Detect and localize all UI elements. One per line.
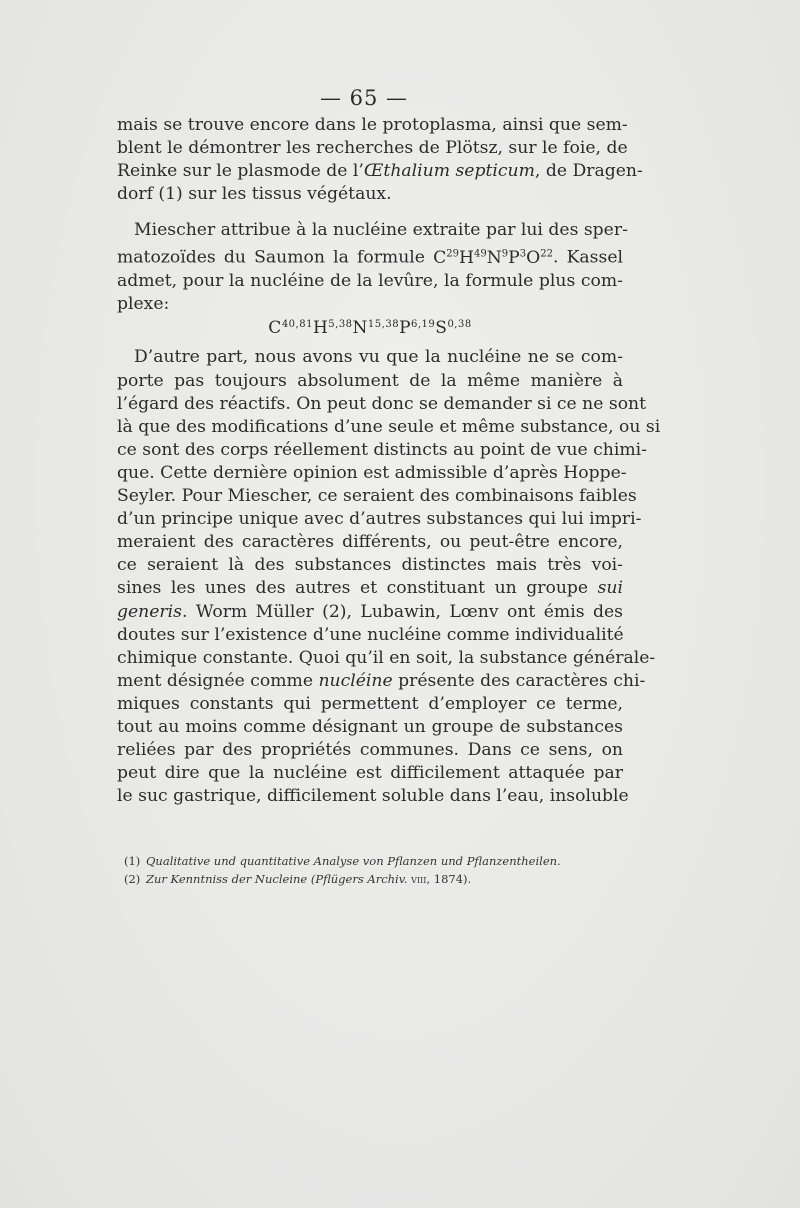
text-line: tout au moins comme désignant un groupe de substances (117, 716, 623, 737)
text-line (117, 670, 646, 693)
text-line: ce sont des corps réellement distincts au point de vue chimi- (117, 439, 647, 460)
text-line: blent le démontrer les recherches de Plötsz, sur le foie, de (117, 138, 628, 159)
text-span: sines les unes des autres et constituant un groupe (117, 578, 598, 599)
text-line (117, 160, 643, 183)
footnote-tail: , 1874). (426, 872, 472, 886)
formula-block: $C^{40,81}H^{5,38}N^{15,38}P^{6,19}S^{0,38}$ (268, 318, 472, 339)
species-name: Œthalium septicum (363, 161, 535, 182)
text-line: meraient des caractères différents, ou peut-être encore, (117, 532, 623, 553)
text-span: présente des caractères chi- (392, 670, 646, 691)
text-line: miques constants qui permettent d’employer ce terme, (117, 693, 623, 714)
footnote-text: Zur Kenntniss der Nucleine (Pflügers Archiv. (146, 872, 412, 886)
text-line: dorf (1) sur les tissus végétaux. (117, 184, 392, 205)
inline-formula: $C^{29}H^{49}N^9P^3O^{22}$ (433, 248, 553, 269)
text-line: d’un principe unique avec d’autres substances qui lui impri- (117, 509, 642, 530)
text-span: Reinke sur le plasmode de l’ (117, 161, 364, 182)
text-line: le suc gastrique, difficilement soluble dans l’eau, insoluble (117, 786, 629, 807)
text-span: matozoïdes du Saumon la formule (117, 248, 434, 269)
text-line: ce seraient là des substances distinctes mais très voi- (117, 555, 623, 576)
text-line: peut dire que la nucléine est difficilement attaquée par (117, 763, 623, 784)
text-line: là que des modifications d’une seule et même substance, ou si (117, 416, 661, 437)
text-line: mais se trouve encore dans le protoplasma, ainsi que sem- (117, 115, 628, 135)
text-span: . Kassel (552, 248, 623, 269)
text-line: reliées par des propriétés communes. Dans ce sens, on (117, 740, 623, 761)
footnote-number: (1) (124, 854, 141, 868)
text-line: que. Cette dernière opinion est admissible d’après Hoppe- (117, 462, 627, 483)
emphasis-term: nucléine (318, 670, 393, 691)
paragraph-1 (117, 114, 643, 206)
text-line: plexe: (117, 294, 170, 315)
text-line: Miescher attribue à la nucléine extraite par lui des sper- (134, 220, 628, 241)
paragraph-3 (117, 346, 661, 808)
text-span: ment désignée comme (117, 670, 319, 691)
text-line: Seyler. Pour Miescher, ce seraient des combinaisons faibles (117, 486, 637, 507)
text-span: . Worm Müller (2), Lubawin, Lœnv ont émis des (181, 601, 623, 622)
paragraph-2 (117, 219, 628, 316)
footnote-number: (2) (124, 872, 141, 886)
footnote-volume: viii (411, 872, 427, 886)
footnote-text: Qualitative und quantitative Analyse von Pflanzen und Pflanzentheilen. (146, 854, 561, 868)
text-line: l’égard des réactifs. On peut donc se demander si ce ne sont (117, 393, 647, 414)
text-line (117, 601, 623, 624)
text-line: D’autre part, nous avons vu que la nucléine ne se com- (134, 347, 623, 368)
page-number: — 65 — (319, 86, 409, 110)
body-text (117, 114, 661, 808)
text-line: admet, pour la nucléine de la levûre, la formule plus com- (117, 271, 623, 292)
text-line: porte pas toujours absolument de la même manière à (117, 370, 623, 391)
footnote-2 (124, 870, 624, 888)
footnotes (124, 852, 624, 888)
text-line (117, 242, 623, 270)
text-span: , de Dragen- (534, 161, 643, 182)
text-line: chimique constante. Quoi qu’il en soit, la substance générale- (117, 647, 656, 668)
text-line: doutes sur l’existence d’une nucléine comme individualité (117, 624, 624, 645)
footnote-1 (124, 852, 624, 870)
latin-phrase: generis (117, 601, 182, 622)
text-line (117, 577, 623, 600)
latin-phrase: sui (597, 578, 623, 599)
